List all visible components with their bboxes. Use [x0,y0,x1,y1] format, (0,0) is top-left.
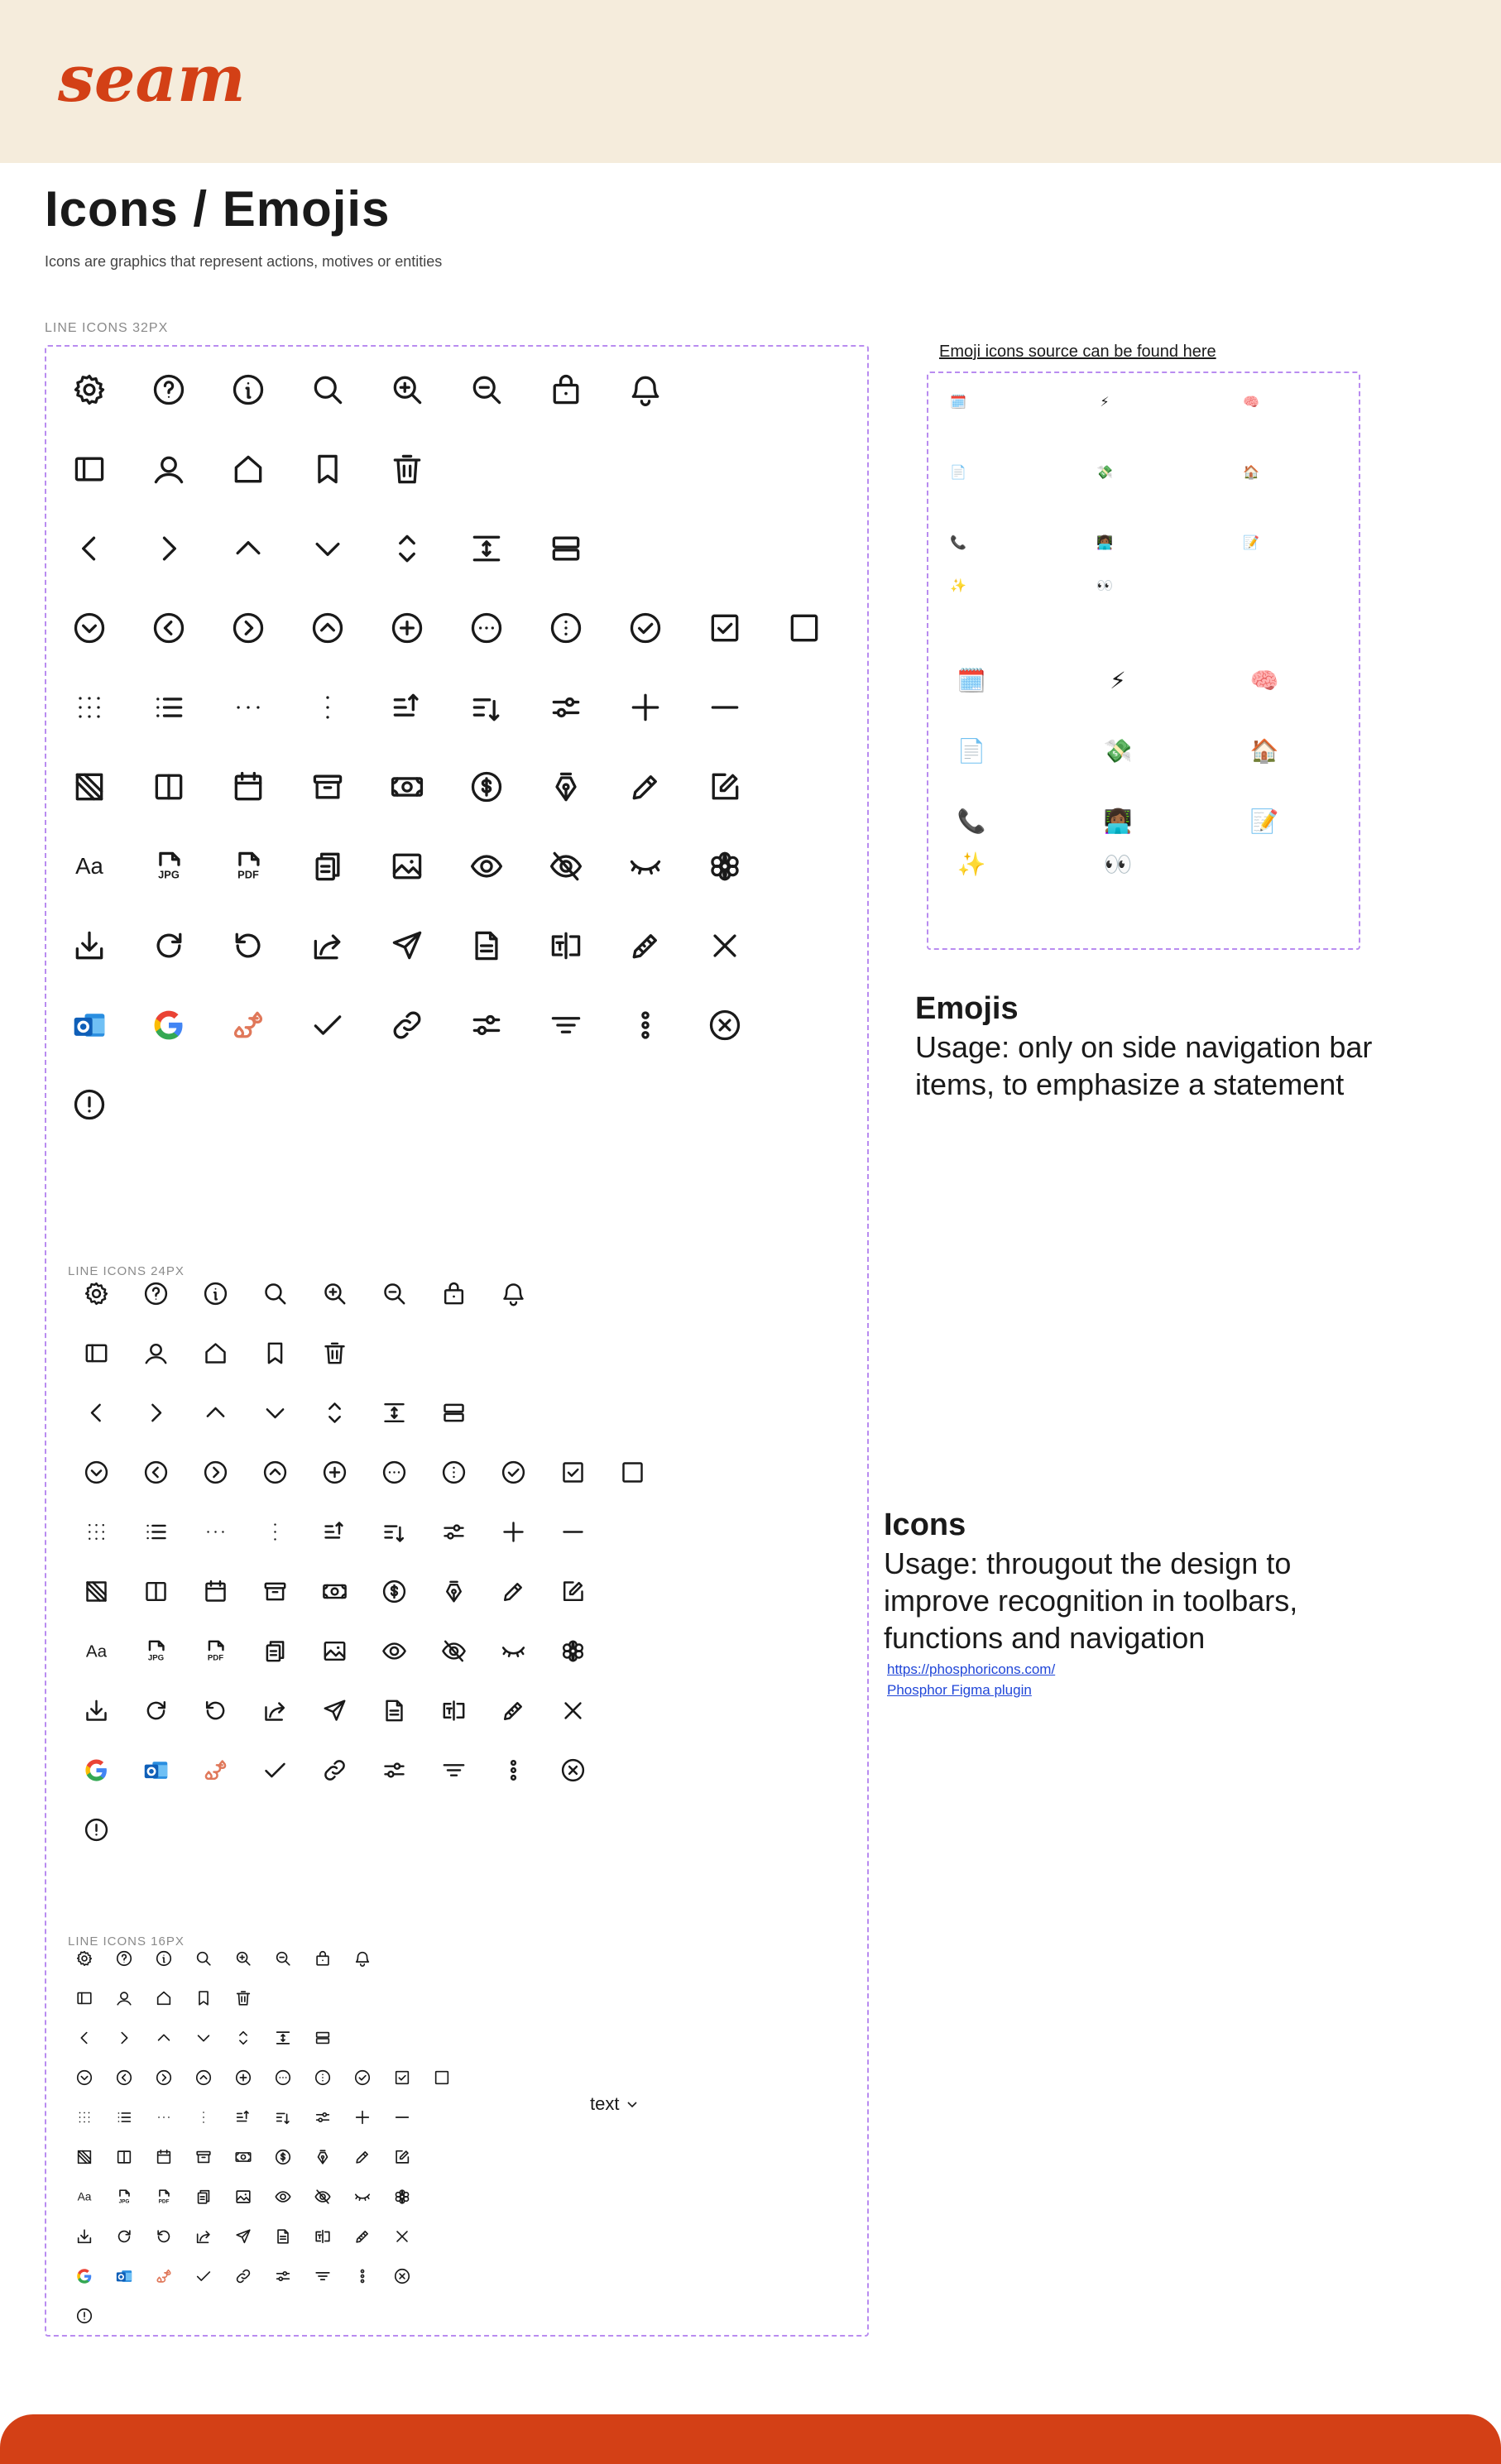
placeholder-icon [71,769,108,805]
caret-right-icon [142,1399,170,1426]
bookmark-icon [261,1340,289,1367]
circle-plus-icon [234,2069,252,2087]
bell-icon [353,1949,372,1968]
caret-left-icon [83,1399,110,1426]
file-pdf-icon [202,1637,229,1665]
pen-nib-icon [440,1578,468,1605]
emoji-item: 👀 [1096,577,1113,593]
circle-check-icon [627,610,664,646]
caret-down-icon [194,2029,213,2047]
arrows-expand-icon [274,2029,292,2047]
section-label-16: LINE ICONS 16PX [68,1934,185,1949]
file-jpg-icon [151,848,187,884]
caret-right-icon [151,530,187,567]
dots-three-vertical-icon [500,1757,527,1784]
columns-icon [142,1578,170,1605]
user-icon [115,1989,133,2007]
rows-icon [548,530,584,567]
emoji-item: ✨ [950,577,966,593]
textbox-icon [314,2227,332,2246]
download-icon [75,2227,94,2246]
sort-descending-icon [468,689,505,726]
sliders-horizontal-icon [381,1757,408,1784]
pencil-ruler-icon [500,1697,527,1724]
sidebar-icon [83,1340,110,1367]
circle-caret-down-icon [71,610,108,646]
money-icon [234,2148,252,2166]
arrow-clockwise-icon [115,2227,133,2246]
bookmark-icon [309,451,346,487]
caret-up-down-icon [321,1399,348,1426]
circle-x-icon [707,1007,743,1043]
dots-grid-icon [83,1518,110,1546]
checkbox-icon [433,2069,451,2087]
emoji-item: 🏠 [1243,463,1259,480]
eye-icon [468,848,505,884]
minus-icon [707,689,743,726]
icons-note-body: Usage: througout the design to improve recognition in toolbars, functions and navigation [884,1546,1298,1655]
check-icon [261,1757,289,1784]
circle-x-icon [393,2267,411,2285]
minus-icon [393,2108,411,2126]
emoji-item: ⚡ [1100,393,1110,410]
pencil-icon [500,1578,527,1605]
emoji-item: 📄 [950,463,966,480]
sliders-icon [314,2108,332,2126]
flower-icon [393,2188,411,2206]
emoji-item: 🏠 [1249,736,1279,765]
arrows-expand-icon [468,530,505,567]
plus-icon [500,1518,527,1546]
close-icon [707,928,743,964]
warning-circle-icon [83,1816,110,1843]
aa-glyph: Aa [85,1641,107,1661]
eye-slash-icon [440,1637,468,1665]
caret-down-icon [261,1399,289,1426]
dots-vertical-icon [194,2108,213,2126]
paper-plane-icon [321,1697,348,1724]
pen-nib-icon [314,2148,332,2166]
question-icon [142,1280,170,1307]
circle-caret-up-icon [194,2069,213,2087]
sort-descending-icon [274,2108,292,2126]
question-icon [151,372,187,408]
search-icon [194,1949,213,1968]
dots-three-vertical-icon [353,2267,372,2285]
circle-dots-vertical-icon [314,2069,332,2087]
circle-caret-left-icon [151,610,187,646]
caret-right-icon [115,2029,133,2047]
caret-up-down-icon [234,2029,252,2047]
svg-text:PDF: PDF [207,1653,223,1662]
archive-icon [309,769,346,805]
circle-plus-icon [389,610,425,646]
svg-text:PDF: PDF [158,2198,170,2205]
bell-icon [627,372,664,408]
dots-grid-icon [71,689,108,726]
bookmark-icon [194,1989,213,2007]
circle-dots-vertical-icon [440,1459,468,1486]
google-icon [151,1007,187,1043]
pencil-icon [353,2148,372,2166]
dollar-icon [274,2148,292,2166]
rows-icon [314,2029,332,2047]
share-icon [309,928,346,964]
paper-plane-icon [389,928,425,964]
plus-icon [627,689,664,726]
emoji-item: 🧠 [1243,393,1259,410]
list-icon [142,1518,170,1546]
phosphor-figma-plugin-link[interactable]: Phosphor Figma plugin [887,1682,1032,1698]
download-icon [83,1697,110,1724]
route-icon [155,2267,173,2285]
gear-icon [71,372,108,408]
page-subtitle: Icons are graphics that represent actions, motives or entities [45,253,443,270]
check-icon [309,1007,346,1043]
rows-icon [440,1399,468,1426]
circle-caret-down-icon [75,2069,94,2087]
circle-check-icon [500,1459,527,1486]
gear-icon [83,1280,110,1307]
eye-closed-icon [627,848,664,884]
file-pdf-icon [155,2188,173,2206]
emoji-item: 👀 [1103,850,1133,878]
search-icon [309,372,346,408]
checkbox-icon [619,1459,646,1486]
text-aa-icon [75,2188,94,2206]
zoom-out-icon [468,372,505,408]
sliders-icon [548,689,584,726]
flower-icon [707,848,743,884]
note-pencil-icon [559,1578,587,1605]
archive-icon [194,2148,213,2166]
paper-plane-icon [234,2227,252,2246]
pencil-ruler-icon [353,2227,372,2246]
columns-icon [151,769,187,805]
calendar-icon [230,769,266,805]
google-icon [83,1757,110,1784]
emoji-item: ⚡ [1110,666,1126,694]
sliders-horizontal-icon [468,1007,505,1043]
checkbox-checked-icon [559,1459,587,1486]
columns-icon [115,2148,133,2166]
text-aa-icon [83,1637,110,1665]
link-icon [321,1757,348,1784]
file-jpg-icon [142,1637,170,1665]
file-pdf-icon [230,848,266,884]
emoji-item: 👩🏾‍💻 [1103,807,1133,835]
caret-down-icon [309,530,346,567]
textbox-icon [440,1697,468,1724]
chevron-down-icon [626,2097,639,2111]
caret-up-down-icon [389,530,425,567]
download-icon [71,928,108,964]
trash-icon [389,451,425,487]
checkbox-icon [786,610,822,646]
circle-caret-right-icon [202,1459,229,1486]
emoji-item: 📝 [1249,807,1279,835]
circle-check-icon [353,2069,372,2087]
zoom-out-icon [381,1280,408,1307]
user-icon [142,1340,170,1367]
image-icon [389,848,425,884]
emoji-item: ✨ [957,850,986,878]
eye-icon [274,2188,292,2206]
emoji-item: 💸 [1103,736,1133,765]
circle-caret-right-icon [230,610,266,646]
circle-caret-down-icon [83,1459,110,1486]
zoom-out-icon [274,1949,292,1968]
zoom-in-icon [321,1280,348,1307]
close-icon [393,2227,411,2246]
circle-caret-left-icon [115,2069,133,2087]
svg-text:JPG: JPG [118,2198,130,2205]
emoji-item: 📝 [1243,534,1259,550]
arrow-clockwise-icon [151,928,187,964]
zoom-in-icon [389,372,425,408]
emoji-item: 🧠 [1249,666,1279,694]
svg-text:JPG: JPG [158,868,180,881]
outlook-icon [71,1007,108,1043]
pencil-ruler-icon [627,928,664,964]
eye-slash-icon [548,848,584,884]
logo-text: seam [58,41,246,117]
money-icon [389,769,425,805]
caret-up-icon [230,530,266,567]
sort-descending-icon [381,1518,408,1546]
checkbox-checked-icon [707,610,743,646]
circle-dots-icon [381,1459,408,1486]
search-icon [261,1280,289,1307]
copy-icon [261,1637,289,1665]
arrow-clockwise-icon [142,1697,170,1724]
aa-glyph: Aa [75,853,103,880]
dots-vertical-icon [309,689,346,726]
info-icon [230,372,266,408]
house-icon [155,1989,173,2007]
share-icon [194,2227,213,2246]
info-icon [155,1949,173,1968]
circle-dots-icon [468,610,505,646]
image-icon [321,1637,348,1665]
link-icon [234,2267,252,2285]
placeholder-icon [83,1578,110,1605]
emoji-item: 📄 [957,736,986,765]
footer-bar [0,2414,1501,2464]
section-label-32: LINE ICONS 32PX [45,321,169,335]
zoom-in-icon [234,1949,252,1968]
lock-icon [440,1280,468,1307]
emoji-item: 📞 [957,807,986,835]
dots-three-vertical-icon [627,1007,664,1043]
svg-text:PDF: PDF [237,868,259,881]
circle-plus-icon [321,1459,348,1486]
header-banner [0,0,1501,163]
aa-glyph: Aa [77,2190,92,2203]
svg-text:JPG: JPG [147,1653,164,1662]
caret-left-icon [71,530,108,567]
check-icon [194,2267,213,2285]
circle-caret-left-icon [142,1459,170,1486]
funnel-simple-icon [548,1007,584,1043]
circle-dots-vertical-icon [548,610,584,646]
dollar-icon [381,1578,408,1605]
sliders-horizontal-icon [274,2267,292,2285]
calendar-icon [202,1578,229,1605]
bell-icon [500,1280,527,1307]
archive-icon [261,1578,289,1605]
caret-left-icon [75,2029,94,2047]
note-pencil-icon [393,2148,411,2166]
trash-icon [321,1340,348,1367]
share-icon [261,1697,289,1724]
copy-icon [194,2188,213,2206]
circle-caret-up-icon [261,1459,289,1486]
dollar-icon [468,769,505,805]
minus-icon [559,1518,587,1546]
money-icon [321,1578,348,1605]
outlook-icon [142,1757,170,1784]
file-text-icon [381,1697,408,1724]
note-pencil-icon [707,769,743,805]
caret-up-icon [155,2029,173,2047]
question-icon [115,1949,133,1968]
dots-horizontal-icon [155,2108,173,2126]
checkbox-checked-icon [393,2069,411,2087]
warning-circle-icon [71,1086,108,1123]
house-icon [230,451,266,487]
dots-grid-icon [75,2108,94,2126]
trash-icon [234,1989,252,2007]
arrow-counter-clockwise-icon [155,2227,173,2246]
copy-icon [309,848,346,884]
pencil-icon [627,769,664,805]
file-text-icon [468,928,505,964]
sliders-icon [440,1518,468,1546]
flower-icon [559,1637,587,1665]
emoji-item: 🗓️ [950,393,966,410]
eye-slash-icon [314,2188,332,2206]
close-icon [559,1697,587,1724]
text-aa-icon [71,848,108,884]
link-icon [389,1007,425,1043]
phosphor-icons-link[interactable]: https://phosphoricons.com/ [887,1661,1056,1677]
caret-up-icon [202,1399,229,1426]
pen-nib-icon [548,769,584,805]
circle-x-icon [559,1757,587,1784]
arrow-counter-clockwise-icon [202,1697,229,1724]
route-icon [230,1007,266,1043]
sidebar-icon [75,1989,94,2007]
dots-vertical-icon [261,1518,289,1546]
list-icon [115,2108,133,2126]
circle-caret-right-icon [155,2069,173,2087]
warning-circle-icon [75,2307,94,2325]
placeholder-icon [75,2148,94,2166]
emojis-note-body: Usage: only on side navigation bar items, to emphasize a statement [915,1030,1373,1101]
emojis-note-title: Emojis [915,991,1019,1026]
sort-ascending-icon [321,1518,348,1546]
gear-icon [75,1949,94,1968]
text-dropdown[interactable] [590,2093,639,2115]
sort-ascending-icon [389,689,425,726]
icons-note-title: Icons [884,1508,966,1542]
arrow-counter-clockwise-icon [230,928,266,964]
text-dropdown-label: text [590,2093,620,2114]
info-icon [202,1280,229,1307]
circle-dots-icon [274,2069,292,2087]
funnel-simple-icon [440,1757,468,1784]
user-icon [151,451,187,487]
eye-icon [381,1637,408,1665]
calendar-icon [155,2148,173,2166]
dots-horizontal-icon [230,689,266,726]
emoji-item: 🗓️ [957,666,986,694]
sidebar-icon [71,451,108,487]
circle-caret-up-icon [309,610,346,646]
arrows-expand-icon [381,1399,408,1426]
google-icon [75,2267,94,2285]
file-text-icon [274,2227,292,2246]
file-jpg-icon [115,2188,133,2206]
textbox-icon [548,928,584,964]
lock-icon [548,372,584,408]
emoji-item: 💸 [1096,463,1113,480]
emoji-source-link[interactable]: Emoji icons source can be found here [939,343,1216,361]
funnel-simple-icon [314,2267,332,2285]
eye-closed-icon [500,1637,527,1665]
seam-logo [58,33,306,124]
eye-closed-icon [353,2188,372,2206]
image-icon [234,2188,252,2206]
route-icon [202,1757,229,1784]
plus-icon [353,2108,372,2126]
list-icon [151,689,187,726]
emoji-item: 📞 [950,534,966,550]
outlook-icon [115,2267,133,2285]
section-label-24: LINE ICONS 24PX [68,1264,185,1278]
lock-icon [314,1949,332,1968]
page-title: Icons / Emojis [45,181,391,237]
sort-ascending-icon [234,2108,252,2126]
dots-horizontal-icon [202,1518,229,1546]
house-icon [202,1340,229,1367]
emoji-item: 👩🏾‍💻 [1096,534,1113,550]
